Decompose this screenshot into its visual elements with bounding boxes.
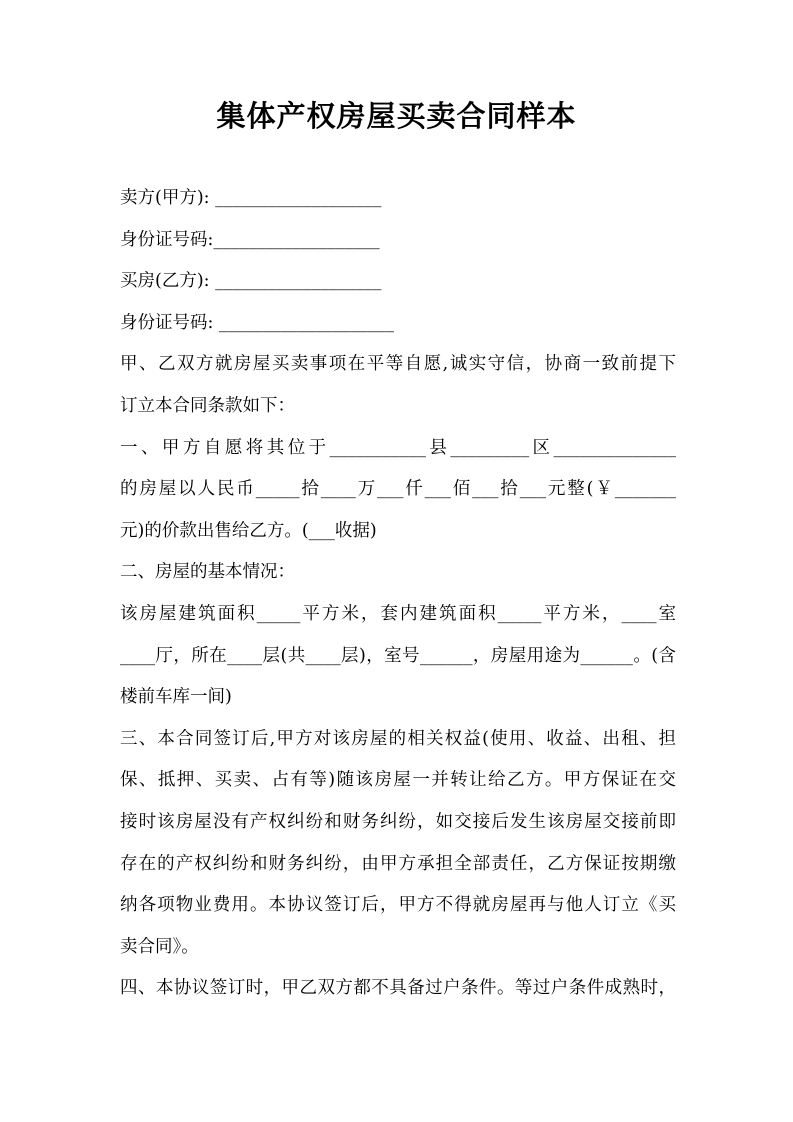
buyer-id-line: 身份证号码: ____________________ — [120, 312, 394, 333]
paragraph-line: 卖合同》。 — [120, 936, 199, 957]
document-body — [120, 178, 676, 1010]
seller-line: 卖方(甲方): ___________________ — [120, 188, 382, 208]
paragraph-line: 保、抵押、买卖、占有等)随该房屋一并转让给乙方。甲方保证在交 — [120, 770, 676, 791]
paragraph-line: 一、甲方自愿将其位于___________县_________区______________ — [120, 437, 676, 458]
paragraph-line: 该房屋建筑面积_____平方米，套内建筑面积_____平方米，____室 — [120, 603, 676, 624]
paragraph-line: 订立本合同条款如下： — [120, 395, 295, 416]
paragraph-line: 四、本协议签订时，甲乙双方都不具备过户条件。等过户条件成熟时， — [120, 978, 676, 999]
paragraph-line: ____厅，所在____层(共____层)，室号______，房屋用途为______。(含 — [120, 645, 676, 666]
paragraph-line: 三、本合同签订后,甲方对该房屋的相关权益(使用、收益、出租、担 — [120, 728, 676, 749]
paragraph-line: 纳各项物业费用。本协议签订后，甲方不得就房屋再与他人订立《买 — [120, 895, 676, 916]
paragraph-line: 甲、乙双方就房屋买卖事项在平等自愿,诚实守信，协商一致前提下 — [120, 354, 676, 375]
section-heading: 二、房屋的基本情况： — [120, 562, 295, 583]
paragraph-line: 的房屋以人民币_____拾____万___仟___佰___拾___元整(￥_______ — [120, 479, 676, 500]
paragraph-line: 楼前车库一间) — [120, 687, 232, 708]
paragraph-line: 接时该房屋没有产权纠纷和财务纠纷，如交接后发生该房屋交接前即 — [120, 811, 676, 832]
buyer-line: 买房(乙方): ___________________ — [120, 271, 382, 292]
document-title: 集体产权房屋买卖合同样本 — [216, 99, 577, 133]
paragraph-line: 存在的产权纠纷和财务纠纷，由甲方承担全部责任，乙方保证按期缴 — [120, 853, 676, 874]
seller-id-line: 身份证号码:___________________ — [120, 229, 380, 250]
paragraph-line: 元)的价款出售给乙方。(___收据) — [120, 520, 377, 541]
